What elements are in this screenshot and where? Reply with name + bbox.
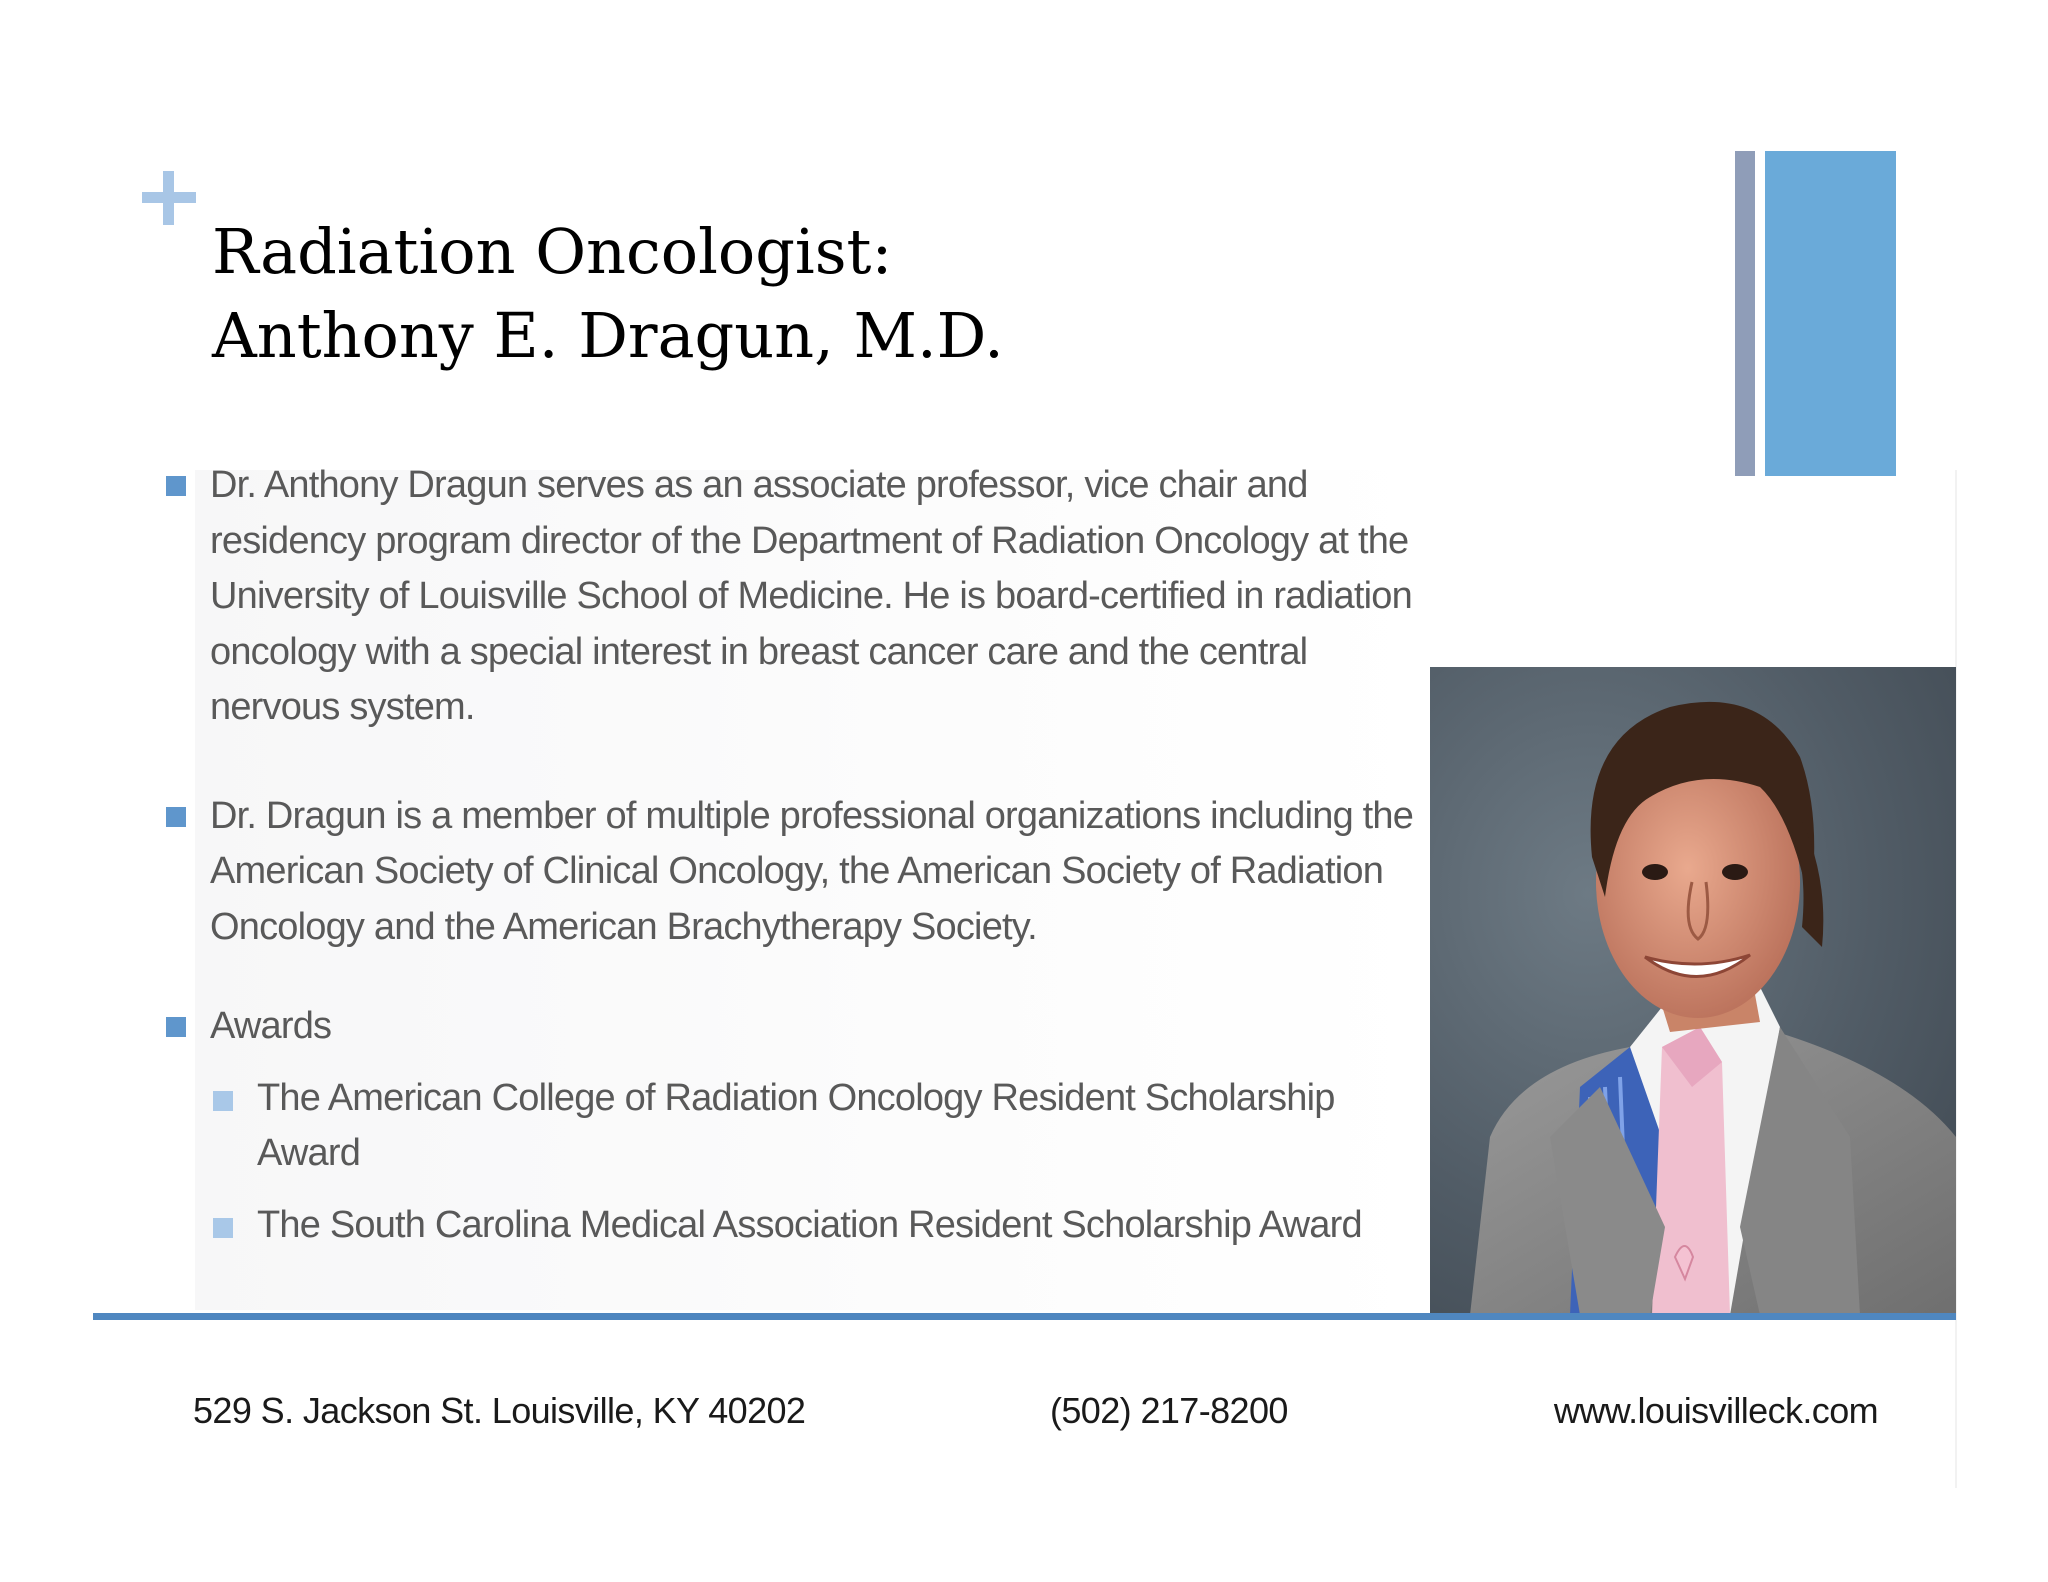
bullet-list <box>166 458 1426 1253</box>
plus-icon <box>142 171 196 225</box>
footer-address: 529 S. Jackson St. Louisville, KY 40202 <box>193 1390 806 1431</box>
bullet-text: Dr. Dragun is a member of multiple professional organizations including the American Society of Clinical Oncology, the American Society of Radiation Oncology and the American Brachytherapy Society. <box>210 794 1414 948</box>
footer-website[interactable]: www.louisvilleck.com <box>1553 1390 1878 1431</box>
bullet-item <box>166 789 1426 956</box>
bullet-square-icon <box>166 807 186 827</box>
bullet-item <box>166 999 1426 1055</box>
bullet-text: Awards <box>210 1005 332 1047</box>
bullet-square-icon <box>166 476 186 496</box>
footer-phone: (502) 217-8200 <box>1050 1390 1288 1431</box>
accent-bar-blue <box>1765 151 1896 476</box>
bullet-text: Dr. Anthony Dragun serves as an associate professor, vice chair and residency program director of the Department of Radiation Oncology at the University of Louisville School of Medicine. He is board-certified in radiation oncology with a special interest in breast cancer care and the central nervous system. <box>210 464 1412 728</box>
sub-bullet-square-icon <box>213 1091 233 1111</box>
accent-bar-grey <box>1735 151 1755 476</box>
award-item <box>166 1198 1426 1254</box>
sub-bullet-square-icon <box>213 1218 233 1238</box>
title-line-1: Radiation Oncologist: <box>212 215 893 288</box>
bullet-square-icon <box>166 1017 186 1037</box>
bullet-item <box>166 458 1426 736</box>
slide-title <box>212 210 1004 378</box>
footer-rule <box>93 1313 1956 1320</box>
award-text: The South Carolina Medical Association Resident Scholarship Award <box>257 1203 1362 1246</box>
award-item <box>166 1071 1426 1182</box>
portrait-photo <box>1430 667 1956 1315</box>
title-line-2: Anthony E. Dragun, M.D. <box>212 299 1004 372</box>
award-text: The American College of Radiation Oncology Resident Scholarship Award <box>257 1076 1335 1174</box>
